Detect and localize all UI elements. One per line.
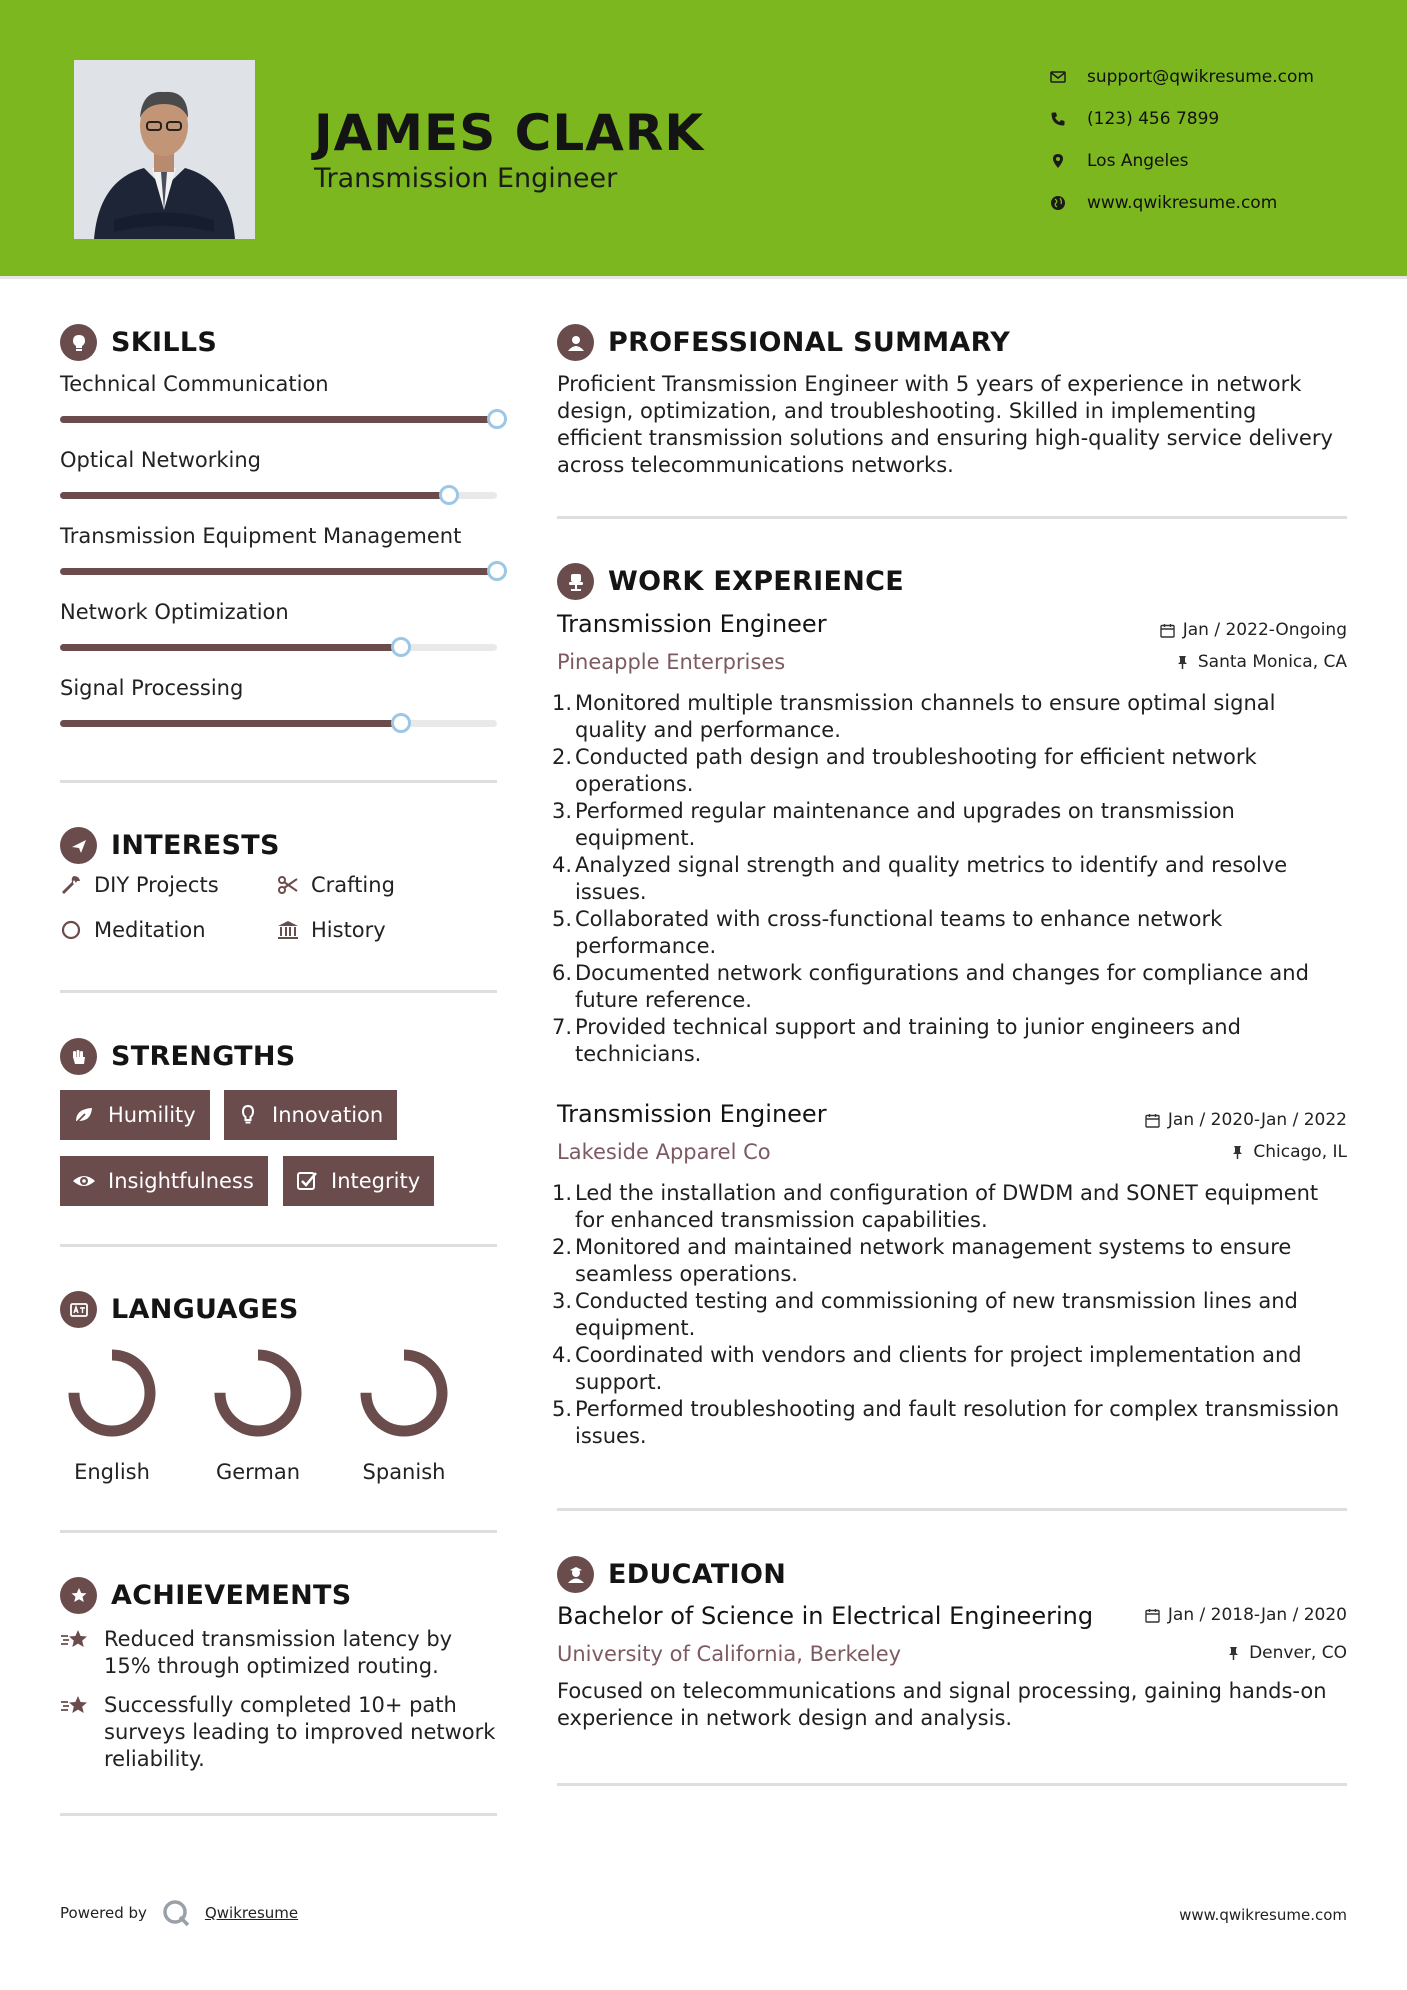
skill-level-bar — [60, 720, 497, 727]
wrench-icon — [60, 874, 82, 896]
contact-location — [1050, 140, 1314, 182]
duty-item — [552, 1396, 1352, 1450]
section-divider — [60, 1813, 497, 1816]
footer-powered-by — [60, 1898, 298, 1928]
language-item — [203, 1343, 313, 1484]
achievement-item — [60, 1626, 500, 1680]
duty-number: 5. — [552, 907, 573, 931]
check-square-icon — [295, 1169, 319, 1193]
skill-level-knob — [487, 561, 507, 581]
scissors-icon — [277, 874, 299, 896]
job-location-text: Santa Monica, CA — [1197, 652, 1347, 672]
duty-number: 2. — [552, 1235, 573, 1259]
education-dates-text: Jan / 2018-Jan / 2020 — [1167, 1605, 1347, 1625]
job-company: Lakeside Apparel Co — [557, 1140, 771, 1164]
contact-phone[interactable] — [1050, 98, 1314, 140]
skill-level-fill — [60, 644, 401, 651]
duty-item — [552, 1234, 1352, 1288]
duty-item — [552, 798, 1352, 852]
translate-icon — [60, 1291, 97, 1328]
star-icon — [60, 1627, 90, 1655]
interest-item — [60, 918, 206, 942]
duty-item — [552, 852, 1352, 906]
language-ring — [62, 1343, 162, 1443]
achievement-text: Reduced transmission latency by 15% through optimized routing. — [104, 1627, 453, 1678]
job-title: Transmission Engineer — [557, 610, 827, 638]
duty-number: 4. — [552, 853, 573, 877]
education-dates — [1145, 1605, 1347, 1625]
skill-name: Technical Communication — [60, 372, 329, 396]
location-text: Los Angeles — [1087, 151, 1189, 171]
circle-icon — [60, 919, 82, 941]
job-title: Transmission Engineer — [557, 1100, 827, 1128]
education-heading-text: EDUCATION — [608, 1559, 787, 1590]
skill-name: Signal Processing — [60, 676, 244, 700]
pushpin-icon — [1226, 1646, 1241, 1661]
achievement-item — [60, 1692, 500, 1773]
strength-label: Innovation — [272, 1103, 384, 1127]
language-level-arc — [74, 1355, 150, 1431]
education-location — [1226, 1643, 1347, 1663]
job-company: Pineapple Enterprises — [557, 650, 786, 674]
duty-number: 1. — [552, 1181, 573, 1205]
duty-number: 2. — [552, 745, 573, 769]
header-divider — [0, 276, 1407, 279]
graduate-icon — [557, 1556, 594, 1593]
strength-label: Insightfulness — [108, 1169, 254, 1193]
email-text: support@qwikresume.com — [1087, 67, 1314, 87]
interests-heading-text: INTERESTS — [111, 830, 280, 861]
calendar-icon — [1160, 623, 1175, 638]
star-icon — [60, 1693, 90, 1721]
language-label: English — [74, 1460, 150, 1484]
skill-level-knob — [391, 713, 411, 733]
job-dates-text: Jan / 2022-Ongoing — [1182, 620, 1347, 640]
office-chair-icon — [557, 563, 594, 600]
duty-text: Provided technical support and training to junior engineers and technicians. — [575, 1015, 1241, 1066]
lightbulb-icon — [60, 324, 97, 361]
paper-plane-icon — [60, 827, 97, 864]
languages-heading — [60, 1291, 299, 1328]
summary-heading — [557, 324, 1010, 361]
job-dates — [1160, 620, 1347, 640]
language-label: German — [215, 1460, 301, 1484]
skill-level-bar — [60, 416, 497, 423]
achievement-text: Successfully completed 10+ path surveys leading to improved network reliability. — [104, 1693, 496, 1771]
calendar-icon — [1145, 1608, 1160, 1623]
language-ring — [208, 1343, 308, 1443]
duty-text: Coordinated with vendors and clients for project implementation and support. — [575, 1343, 1302, 1394]
duty-text: Conducted testing and commissioning of new transmission lines and equipment. — [575, 1289, 1298, 1340]
skill-name: Network Optimization — [60, 600, 289, 624]
duty-number: 7. — [552, 1015, 573, 1039]
skills-heading — [60, 324, 217, 361]
duty-text: Led the installation and configuration of DWDM and SONET equipment for enhanced transmission capabilities. — [575, 1181, 1319, 1232]
interests-heading — [60, 827, 280, 864]
duty-item — [552, 744, 1352, 798]
experience-heading-text: WORK EXPERIENCE — [608, 566, 904, 597]
duty-number: 4. — [552, 1343, 573, 1367]
strength-tag — [224, 1090, 397, 1140]
contact-website[interactable] — [1050, 182, 1314, 224]
pushpin-icon — [1230, 1145, 1245, 1160]
duty-number: 3. — [552, 799, 573, 823]
duty-item — [552, 690, 1352, 744]
education-heading — [557, 1556, 786, 1593]
job-duties — [552, 1180, 1352, 1450]
interest-label: Crafting — [311, 873, 395, 897]
strength-tag — [283, 1156, 434, 1206]
skill-level-fill — [60, 416, 497, 423]
skill-name: Transmission Equipment Management — [60, 524, 462, 548]
job-location — [1230, 1142, 1347, 1162]
language-level-arc — [366, 1355, 442, 1431]
job-dates-text: Jan / 2020-Jan / 2022 — [1167, 1110, 1347, 1130]
language-item — [57, 1343, 167, 1484]
section-divider — [557, 1783, 1347, 1786]
interest-label: Meditation — [94, 918, 206, 942]
qwikresume-logo-icon — [161, 1898, 191, 1928]
eye-icon — [72, 1169, 96, 1193]
resume-header — [0, 0, 1407, 276]
powered-by-text: Powered by — [60, 1904, 147, 1922]
summary-text: Proficient Transmission Engineer with 5 years of experience in network design, optimization, and troubleshooting. Skilled in implementing efficient transmission solutions and ensuring high-quality service delivery across telecommunications networks. — [557, 372, 1333, 477]
interest-item — [60, 873, 219, 897]
person-portrait-icon — [74, 60, 255, 239]
language-ring — [354, 1343, 454, 1443]
duty-text: Documented network configurations and changes for compliance and future reference. — [575, 961, 1309, 1012]
lightbulb-icon — [236, 1103, 260, 1127]
duty-number: 3. — [552, 1289, 573, 1313]
duty-item — [552, 1288, 1352, 1342]
user-icon — [557, 324, 594, 361]
duty-number: 5. — [552, 1397, 573, 1421]
strengths-heading-text: STRENGTHS — [111, 1041, 296, 1072]
skills-heading-text: SKILLS — [111, 327, 218, 358]
duty-text: Conducted path design and troubleshooting for efficient network operations. — [575, 745, 1257, 796]
job-location-text: Chicago, IL — [1253, 1142, 1347, 1162]
duty-item — [552, 1342, 1352, 1396]
skill-level-knob — [391, 637, 411, 657]
degree-title: Bachelor of Science in Electrical Engineering — [557, 1602, 1094, 1630]
languages-heading-text: LANGUAGES — [111, 1294, 299, 1325]
calendar-icon — [1145, 1113, 1160, 1128]
phone-icon — [1050, 111, 1087, 127]
website-text: www.qwikresume.com — [1087, 193, 1278, 213]
strength-label: Integrity — [331, 1169, 421, 1193]
leaf-icon — [72, 1103, 96, 1127]
strength-tag — [60, 1090, 210, 1140]
duty-item — [552, 960, 1352, 1014]
skill-level-bar — [60, 568, 497, 575]
duty-text: Performed regular maintenance and upgrades on transmission equipment. — [575, 799, 1235, 850]
skill-level-bar — [60, 492, 497, 499]
skill-level-bar — [60, 644, 497, 651]
contact-info — [1050, 56, 1314, 224]
map-pin-icon — [1050, 153, 1087, 169]
summary-heading-text: PROFESSIONAL SUMMARY — [608, 327, 1011, 358]
achievements-heading — [60, 1577, 352, 1614]
skill-level-fill — [60, 568, 497, 575]
section-divider — [60, 990, 497, 993]
phone-text: (123) 456 7899 — [1087, 109, 1220, 129]
section-divider — [60, 1244, 497, 1247]
envelope-icon — [1050, 69, 1087, 85]
language-level-arc — [220, 1355, 296, 1431]
interest-label: History — [311, 918, 386, 942]
duty-item — [552, 906, 1352, 960]
duty-text: Collaborated with cross-functional teams to enhance network performance. — [575, 907, 1223, 958]
job-dates — [1145, 1110, 1347, 1130]
school-name: University of California, Berkeley — [557, 1642, 902, 1666]
strengths-heading — [60, 1038, 296, 1075]
interest-item — [277, 918, 386, 942]
award-star-icon — [60, 1577, 97, 1614]
globe-icon — [1050, 195, 1087, 211]
experience-heading — [557, 563, 904, 600]
strength-label: Humility — [108, 1103, 196, 1127]
pushpin-icon — [1175, 655, 1190, 670]
qwikresume-link[interactable]: Qwikresume — [204, 1904, 299, 1922]
duty-text: Analyzed signal strength and quality metrics to identify and resolve issues. — [575, 853, 1288, 904]
duty-number: 6. — [552, 961, 573, 985]
strength-tag — [60, 1156, 268, 1206]
language-label: Spanish — [362, 1460, 446, 1484]
museum-icon — [277, 919, 299, 941]
skill-level-fill — [60, 492, 449, 499]
interest-item — [277, 873, 395, 897]
education-description: Focused on telecommunications and signal processing, gaining hands-on experience in network design and analysis. — [557, 1679, 1327, 1730]
profile-photo — [74, 60, 255, 239]
duty-number: 1. — [552, 691, 573, 715]
duty-text: Monitored multiple transmission channels to ensure optimal signal quality and performance. — [575, 691, 1276, 742]
duty-text: Performed troubleshooting and fault resolution for complex transmission issues. — [575, 1397, 1340, 1448]
skill-level-fill — [60, 720, 401, 727]
section-divider — [60, 1530, 497, 1533]
candidate-title: Transmission Engineer — [314, 163, 618, 194]
skill-level-knob — [487, 409, 507, 429]
footer-website[interactable]: www.qwikresume.com — [1179, 1906, 1347, 1924]
section-divider — [557, 516, 1347, 519]
section-divider — [60, 780, 497, 783]
skill-name: Optical Networking — [60, 448, 262, 472]
section-divider — [557, 1508, 1347, 1511]
achievements-heading-text: ACHIEVEMENTS — [111, 1580, 352, 1611]
contact-email[interactable] — [1050, 56, 1314, 98]
language-item — [349, 1343, 459, 1484]
skill-level-knob — [439, 485, 459, 505]
duty-item — [552, 1180, 1352, 1234]
duty-item — [552, 1014, 1352, 1068]
candidate-name: JAMES CLARK — [314, 104, 705, 162]
interest-label: DIY Projects — [94, 873, 219, 897]
job-duties — [552, 690, 1352, 1068]
fist-icon — [60, 1038, 97, 1075]
education-location-text: Denver, CO — [1249, 1643, 1347, 1663]
duty-text: Monitored and maintained network management systems to ensure seamless operations. — [575, 1235, 1292, 1286]
job-location — [1175, 652, 1347, 672]
